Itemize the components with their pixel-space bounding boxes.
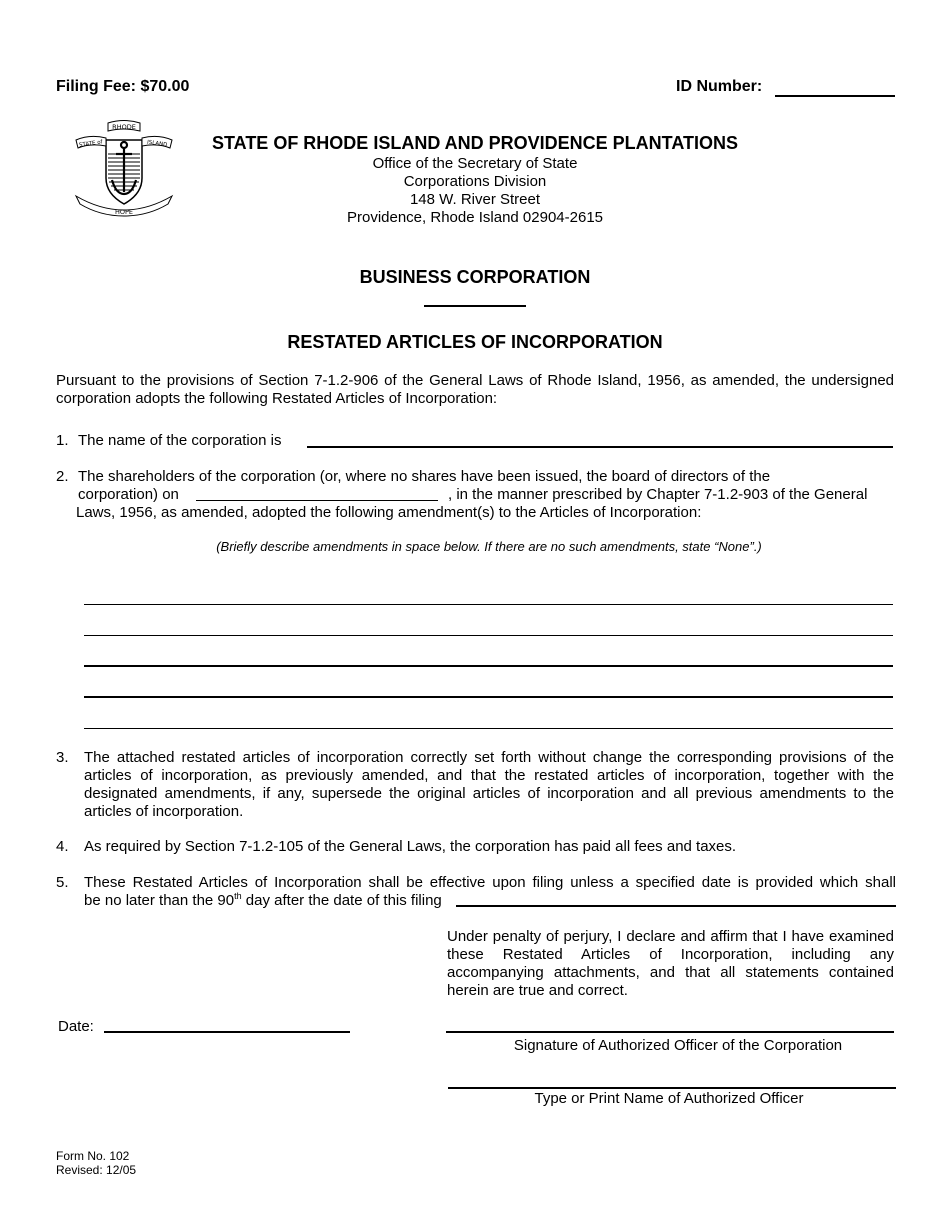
item-2-number: 2.	[56, 468, 69, 485]
revision-date: Revised: 12/05	[56, 1163, 137, 1177]
intro-paragraph: Pursuant to the provisions of Section 7-1.2-906 of the General Laws of Rhode Island, 1956, as amended, the undersigned corporation adopts the following Restated Articles of Incorporation:	[56, 372, 894, 407]
item-2-line-2b: , in the manner prescribed by Chapter 7-1.2-903 of the General	[448, 486, 868, 503]
item-2-line-2a: corporation) on	[78, 486, 179, 503]
item-5-number: 5.	[56, 874, 69, 891]
form-number: Form No. 102	[56, 1149, 130, 1163]
title-divider	[424, 305, 526, 307]
adoption-date-field[interactable]	[196, 500, 438, 501]
svg-text:HOPE: HOPE	[114, 208, 134, 216]
ordinal-suffix: th	[234, 891, 242, 901]
form-title: RESTATED ARTICLES OF INCORPORATION	[287, 332, 663, 352]
office-name: Office of the Secretary of State	[372, 155, 578, 172]
item-3-text: The attached restated articles of incorporation correctly set forth without change the corresponding provisions of the articles of incorporation, as previously amended, and that the restated articles of incorporation, together with the designated amendments, if any, supersede the original articles of incorporation and all previous amendments to the articles of incorporation.	[84, 749, 894, 820]
printed-name-caption: Type or Print Name of Authorized Officer	[534, 1090, 804, 1107]
svg-text:ISLAND: ISLAND	[146, 139, 168, 149]
item-1-text: The name of the corporation is	[78, 432, 282, 449]
item-5-line-1: These Restated Articles of Incorporation shall be effective upon filing unless a specified date is provided which shall	[84, 874, 896, 891]
amendment-line-3[interactable]	[84, 665, 893, 667]
date-field[interactable]	[104, 1031, 350, 1033]
signature-caption: Signature of Authorized Officer of the Corporation	[513, 1037, 843, 1054]
item-5-line-2-pre: be no later than the 90	[84, 892, 235, 909]
id-number-field[interactable]	[775, 95, 895, 97]
effective-date-field[interactable]	[456, 905, 896, 907]
item-1-number: 1.	[56, 432, 69, 449]
amendment-line-1[interactable]	[84, 604, 893, 605]
street-address: 148 W. River Street	[409, 191, 541, 208]
svg-text:RHODE: RHODE	[112, 123, 136, 131]
item-4-text: As required by Section 7-1.2-105 of the General Laws, the corporation has paid all fees and taxes.	[84, 838, 737, 855]
city-address: Providence, Rhode Island 02904-2615	[346, 209, 604, 226]
perjury-statement: Under penalty of perjury, I declare and affirm that I have examined these Restated Articles of Incorporation, including any accompanying attachments, and that all statements contained herein are true and correct.	[447, 928, 894, 999]
item-4-number: 4.	[56, 838, 69, 855]
division-name: Corporations Division	[403, 173, 547, 190]
id-number-label: ID Number:	[676, 78, 763, 95]
amendment-line-2[interactable]	[84, 635, 893, 636]
svg-text:STATE of: STATE of	[78, 139, 103, 149]
item-5-line-2	[84, 892, 442, 910]
item-3-number: 3.	[56, 749, 69, 766]
amendment-instruction: (Briefly describe amendments in space below. If there are no such amendments, state “None”.)	[216, 539, 762, 554]
item-2-line-3: Laws, 1956, as amended, adopted the following amendment(s) to the Articles of Incorporation:	[76, 504, 702, 521]
printed-name-field[interactable]	[448, 1087, 896, 1089]
corporation-name-field[interactable]	[307, 446, 893, 448]
filing-fee: Filing Fee: $70.00	[56, 78, 190, 95]
signature-field[interactable]	[446, 1031, 894, 1033]
amendment-line-4[interactable]	[84, 696, 893, 698]
item-2-line-1: The shareholders of the corporation (or, where no shares have been issued, the board of directors of the	[78, 468, 771, 485]
state-name: STATE OF RHODE ISLAND AND PROVIDENCE PLANTATIONS	[211, 133, 738, 153]
item-5-line-2-post: day after the date of this filing	[241, 892, 442, 909]
date-label: Date:	[58, 1018, 94, 1035]
amendment-line-5[interactable]	[84, 728, 893, 729]
form-type: BUSINESS CORPORATION	[359, 267, 591, 287]
